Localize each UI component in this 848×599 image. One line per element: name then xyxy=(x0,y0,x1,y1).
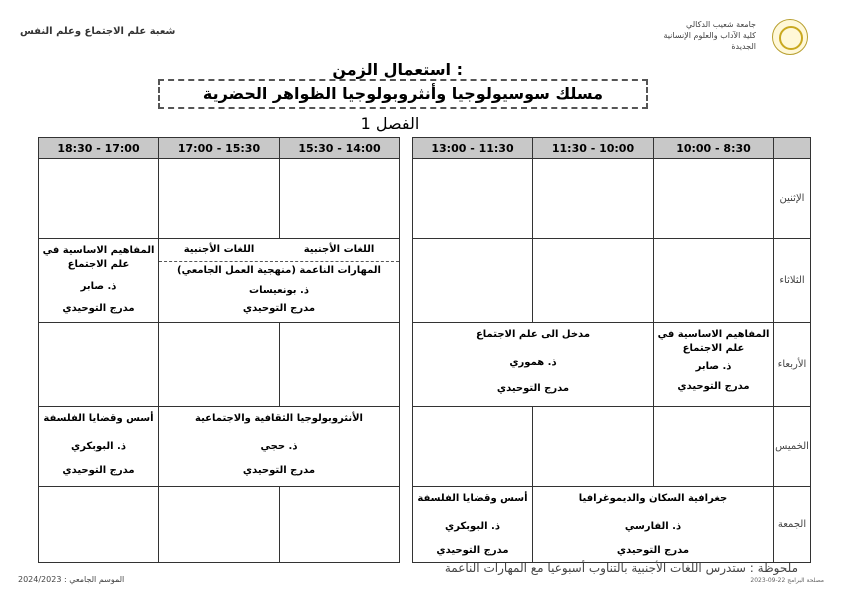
course-name: أسس وقضايا الفلسفة xyxy=(43,413,154,424)
program-service-stamp: مصلحة البرامج 22-09-2023 xyxy=(750,577,824,584)
academic-year: الموسم الجامعي : 2024/2023 xyxy=(18,575,125,584)
course-name: أسس وقضايا الفلسفة xyxy=(417,493,528,504)
time-slot: 18:30 - 17:00 xyxy=(39,138,159,159)
time-slot: 10:00 - 8:30 xyxy=(654,138,774,159)
professor-name: ذ. هموري xyxy=(509,357,557,368)
session-cell xyxy=(654,323,774,407)
professor-name: ذ. صابر xyxy=(695,361,732,372)
course-name: مدخل الى علم الاجتماع xyxy=(475,329,591,340)
day-row xyxy=(39,323,811,407)
time-header-row xyxy=(39,138,811,159)
day-label: الثلاثاء xyxy=(774,239,811,323)
room-name: مدرج التوحيدي xyxy=(242,303,316,314)
time-slot: 13:00 - 11:30 xyxy=(413,138,533,159)
program-title: مسلك سوسيولوجيا وأنثروبولوجيا الظواهر الحضرية xyxy=(158,79,648,109)
university-logo-icon xyxy=(772,19,808,55)
professor-name: ذ. صابر xyxy=(80,281,117,292)
time-slot: 17:00 - 15:30 xyxy=(159,138,280,159)
day-label: الخميس xyxy=(774,407,811,487)
footnote: ملحوظة : ستدرس اللغات الأجنبية بالتناوب أسبوعيا مع المهارات الناعمة xyxy=(444,561,798,575)
faculty-name: كلية الآداب والعلوم الإنسانية xyxy=(663,31,756,40)
institution-block xyxy=(663,19,756,52)
professor-name: ذ. البوبكري xyxy=(445,521,500,532)
professor-name: ذ. حجي xyxy=(260,441,298,452)
session-cell xyxy=(159,239,400,323)
department-label: شعبة علم الاجتماع وعلم النفس xyxy=(20,26,176,37)
session-cell xyxy=(39,407,159,487)
room-name: مدرج التوحيدي xyxy=(436,545,509,556)
course-name: المفاهيم الاساسية في علم الاجتماع xyxy=(657,329,770,354)
professor-name: ذ. الفارسي xyxy=(624,521,682,532)
gap-cell xyxy=(400,138,413,159)
course-name: اللغات الأجنبية xyxy=(303,244,375,255)
room-name: مدرج التوحيدي xyxy=(62,465,135,476)
room-name: مدرج التوحيدي xyxy=(677,381,750,392)
professor-name: ذ. البوبكري xyxy=(71,441,126,452)
session-cell xyxy=(39,239,159,323)
day-label: الجمعة xyxy=(774,487,811,563)
course-name: الأنثروبولوجيا الثقافية والاجتماعية xyxy=(195,413,363,424)
room-name: مدرج التوحيدي xyxy=(62,303,135,314)
day-row xyxy=(39,239,811,323)
room-name: مدرج التوحيدي xyxy=(242,465,316,476)
course-name: المفاهيم الاساسية في علم الاجتماع xyxy=(42,245,155,270)
time-slot: 15:30 - 14:00 xyxy=(280,138,400,159)
language-split xyxy=(159,239,399,262)
time-slot: 11:30 - 10:00 xyxy=(533,138,654,159)
room-name: مدرج التوحيدي xyxy=(496,383,570,394)
course-name: المهارات الناعمة (منهجية العمل الجامعي) xyxy=(177,265,381,276)
day-label: الإثنين xyxy=(774,159,811,239)
day-row xyxy=(39,407,811,487)
course-name: جغرافية السكان والديموغرافيا xyxy=(578,493,728,504)
page-title: استعمال الزمن : xyxy=(332,60,463,79)
room-name: مدرج التوحيدي xyxy=(616,545,690,556)
semester-label: الفصل 1 xyxy=(360,114,420,133)
day-row xyxy=(39,487,811,563)
corner-cell xyxy=(774,138,811,159)
session-cell xyxy=(533,487,774,563)
timetable xyxy=(38,137,811,563)
day-row xyxy=(39,159,811,239)
course-name: اللغات الأجنبية xyxy=(183,244,255,255)
city-name: الجديدة xyxy=(731,42,756,51)
professor-name: ذ. بونعيسات xyxy=(249,285,309,296)
university-name: جامعة شعيب الدكالي xyxy=(686,20,756,29)
session-cell xyxy=(159,407,400,487)
day-label: الأربعاء xyxy=(774,323,811,407)
session-cell xyxy=(413,487,533,563)
session-cell xyxy=(413,323,654,407)
